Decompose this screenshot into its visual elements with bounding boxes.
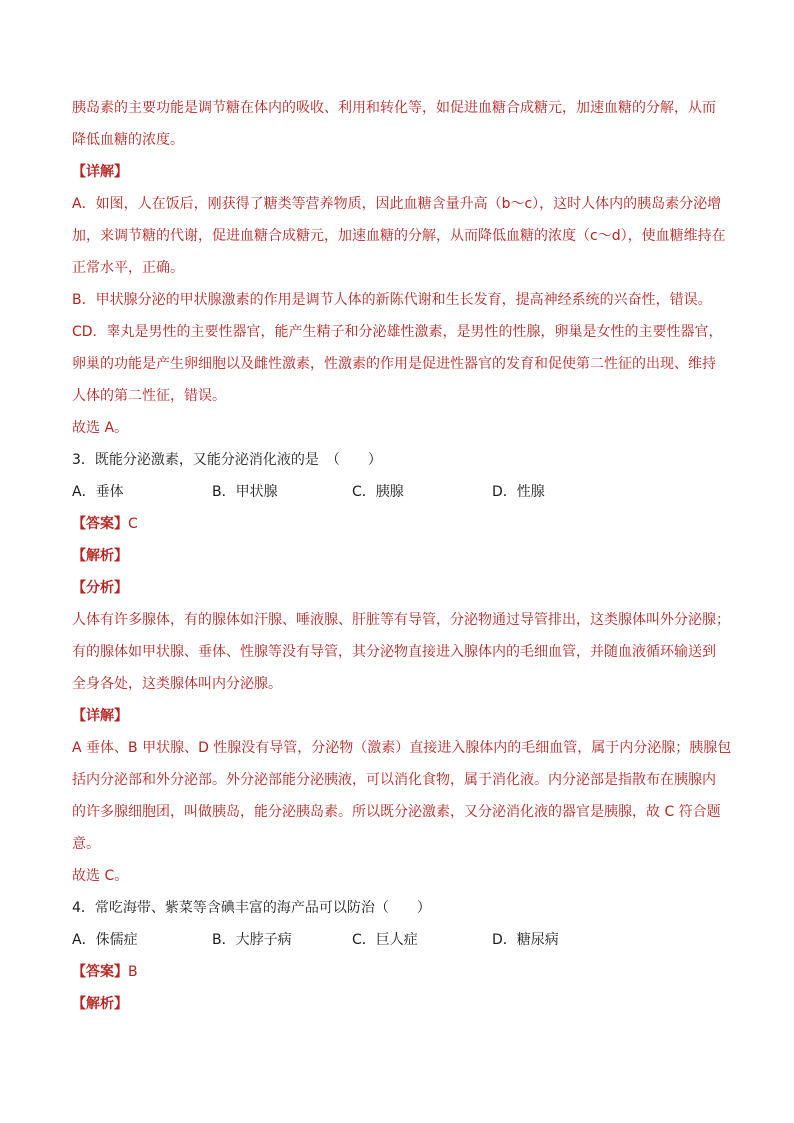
q4-option-d: D．糖尿病	[492, 932, 559, 948]
q2-detail-line: 加，来调节糖的代谢，促进血糖合成糖元，加速血糖的分解，从而降低血糖的浓度（c～d），使血糖维持在	[72, 228, 726, 244]
q3-detail-tag: 【详解】	[72, 708, 128, 724]
q3-detail-line: 意。	[72, 836, 100, 852]
q2-detail-tag: 【详解】	[72, 164, 128, 180]
q4-answer-value: B	[128, 964, 138, 980]
q2-detail-line: A．如图，人在饭后，刚获得了糖类等营养物质，因此血糖含量升高（b～c），这时人体内的胰岛素分泌增	[72, 196, 722, 212]
q2-choose: 故选 A。	[72, 420, 129, 436]
q4-answer	[72, 956, 732, 988]
q3-choose: 故选 C。	[72, 868, 129, 884]
q3-fenxi-tag: 【分析】	[72, 580, 128, 596]
q3-answer-tag: 【答案】	[72, 516, 128, 532]
q4-options	[72, 924, 732, 956]
q3-fenxi-line: 人体有许多腺体，有的腺体如汗腺、唾液腺、肝脏等有导管，分泌物通过导管排出，这类腺体叫外分泌腺；	[72, 612, 730, 628]
q4-stem: 4．常吃海带、紫菜等含碘丰富的海产品可以防治（ ）	[72, 900, 431, 916]
q3-option-c: C．胰腺	[352, 484, 404, 500]
q4-answer-tag: 【答案】	[72, 964, 128, 980]
q3-options	[72, 476, 732, 508]
intro-line: 胰岛素的主要功能是调节糖在体内的吸收、利用和转化等，如促进血糖合成糖元，加速血糖的分解，从而	[72, 100, 716, 116]
q4-option-c: C．巨人症	[352, 932, 418, 948]
q3-option-b: B．甲状腺	[212, 484, 278, 500]
q3-fenxi-line: 全身各处，这类腺体叫内分泌腺。	[72, 676, 282, 692]
q3-detail-line: 括内分泌部和外分泌部。外分泌部能分泌胰液，可以消化食物，属于消化液。内分泌部是指散布在胰腺内	[72, 772, 716, 788]
q3-answer	[72, 508, 732, 540]
q3-option-d: D．性腺	[492, 484, 545, 500]
q2-detail-line: B．甲状腺分泌的甲状腺激素的作用是调节人体的新陈代谢和生长发育，提高神经系统的兴奋性，错误。	[72, 292, 712, 308]
q4-option-b: B．大脖子病	[212, 932, 292, 948]
q3-answer-value: C	[128, 516, 138, 532]
q3-detail-line: 的许多腺细胞团，叫做胰岛，能分泌胰岛素。所以既分泌激素，又分泌消化液的器官是胰腺，故 C 符合题	[72, 804, 721, 820]
q4-option-a: A．侏儒症	[72, 932, 138, 948]
q2-detail-line: 正常水平，正确。	[72, 260, 184, 276]
q3-detail-line: A 垂体、B 甲状腺、D 性腺没有导管，分泌物（激素）直接进入腺体内的毛细血管，属于内分泌腺；胰腺包	[72, 740, 732, 756]
q2-detail-line: 人体的第二性征，错误。	[72, 388, 226, 404]
q3-stem: 3．既能分泌激素，又能分泌消化液的是 （ ）	[72, 452, 382, 468]
q2-detail-line: CD．睾丸是男性的主要性器官，能产生精子和分泌雄性激素，是男性的性腺，卵巢是女性的主要性器官，	[72, 324, 723, 340]
document-page	[72, 92, 732, 1020]
q3-option-a: A．垂体	[72, 484, 124, 500]
q3-analysis-tag: 【解析】	[72, 548, 128, 564]
q2-detail-line: 卵巢的功能是产生卵细胞以及雌性激素，性激素的作用是促进性器官的发育和促使第二性征的出现、维持	[72, 356, 716, 372]
intro-line: 降低血糖的浓度。	[72, 132, 184, 148]
q4-analysis-tag: 【解析】	[72, 996, 128, 1012]
q3-fenxi-line: 有的腺体如甲状腺、垂体、性腺等没有导管，其分泌物直接进入腺体内的毛细血管，并随血液循环输送到	[72, 644, 716, 660]
